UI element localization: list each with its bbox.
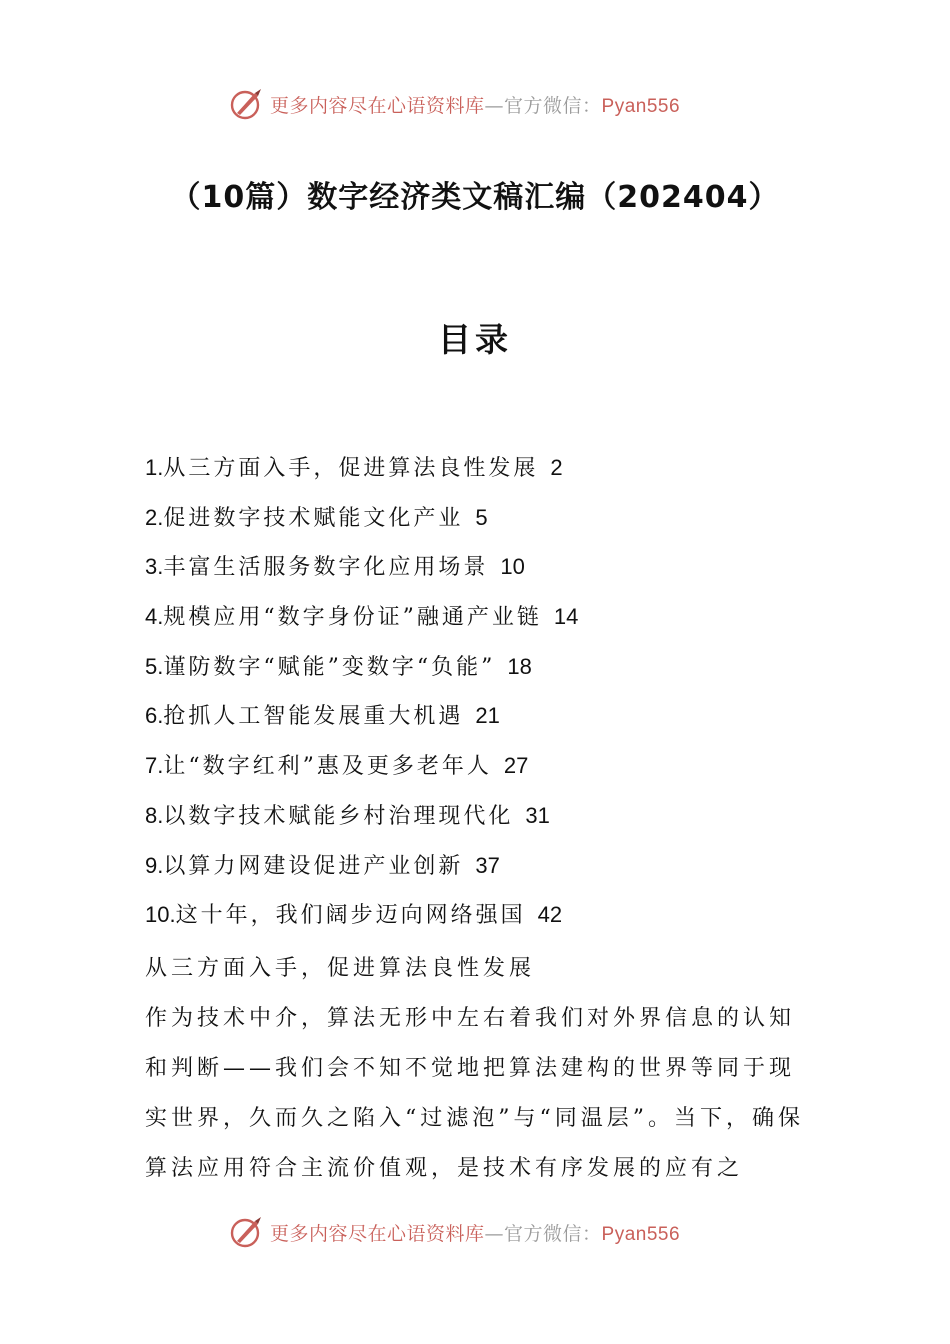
watermark-footer [228,1212,680,1252]
quill-logo-icon [228,1214,264,1250]
watermark-text: 更多内容尽在心语资料库—官方微信：Pyan556 [270,1222,681,1245]
quill-logo-icon [228,86,264,122]
toc-item[interactable]: 2.促进数字技术赋能文化产业 5 [145,504,488,531]
toc-heading: 目录 [438,320,512,359]
table-of-contents [145,448,825,945]
toc-item[interactable]: 5.谨防数字“赋能”变数字“负能” 18 [145,653,532,680]
toc-item[interactable]: 6.抢抓人工智能发展重大机遇 21 [145,703,500,730]
toc-item[interactable]: 1.从三方面入手，促进算法良性发展 2 [145,455,563,481]
toc-item[interactable]: 8.以数字技术赋能乡村治理现代化 31 [145,802,550,829]
article-paragraph: 作为技术中介，算法无形中左右着我们对外界信息的认知和判断——我们会不知不觉地把算法建构的世界等同于现实世界，久而久之陷入“过滤泡”与“同温层”。当下，确保算法应用符合主流价值观，是技术有序发展的应有之 [145,1006,804,1181]
article-heading: 从三方面入手，促进算法良性发展 [145,956,536,981]
article-body [145,944,815,1194]
toc-item[interactable]: 3.丰富生活服务数字化应用场景 10 [145,554,525,581]
watermark-header [228,84,680,124]
toc-item[interactable]: 9.以算力网建设促进产业创新 37 [145,852,500,879]
document-title: （10篇）数字经济类文稿汇编（202404） [170,180,780,215]
toc-item[interactable]: 4.规模应用“数字身份证”融通产业链 14 [145,604,579,631]
watermark-text: 更多内容尽在心语资料库—官方微信：Pyan556 [270,94,681,117]
toc-item[interactable]: 10.这十年，我们阔步迈向网络强国 42 [145,902,563,929]
toc-item[interactable]: 7.让“数字红利”惠及更多老年人 27 [145,753,529,780]
